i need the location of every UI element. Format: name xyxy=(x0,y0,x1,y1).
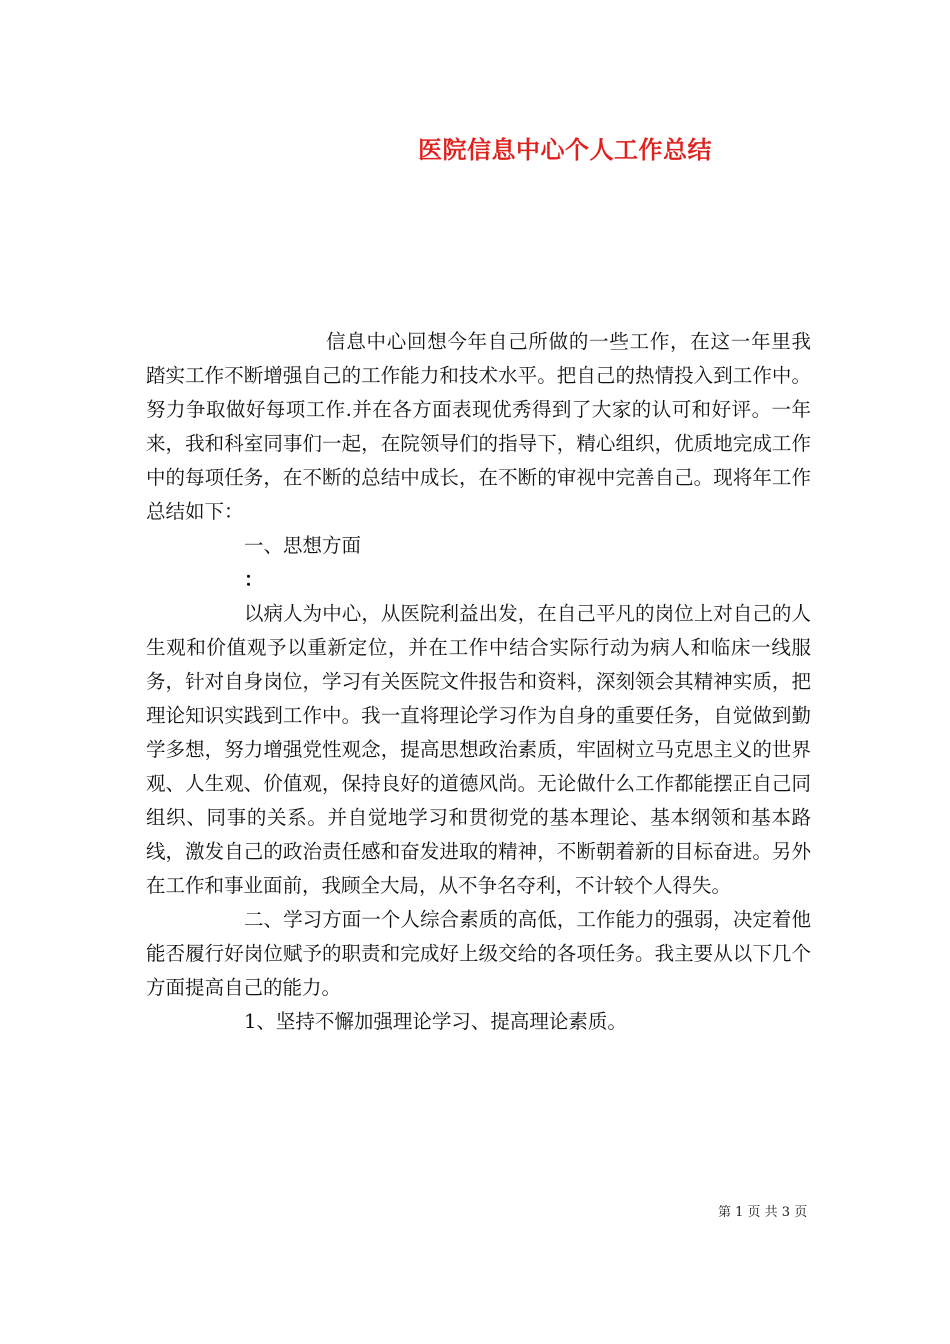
paragraph-thought: 以病人为中心，从医院利益出发，在自己平凡的岗位上对自己的人生观和价值观予以重新定位，并在工作中结合实际行动为病人和临床一线服务，针对自身岗位，学习有关医院文件报告和资料，深刻领会其精神实质，把理论知识实践到工作中。我一直将理论学习作为自身的重要任务，自觉做到勤学多想，努力增强党性观念，提高思想政治素质，牢固树立马克思主义的世界观、人生观、价值观，保持良好的道德风尚。无论做什么工作都能摆正自己同组织、同事的关系。并自觉地学习和贯彻党的基本理论、基本纲领和基本路线，激发自己的政治责任感和奋发进取的精神，不断朝着新的目标奋进。另外在工作和事业面前，我顾全大局，从不争名夺利，不计较个人得失。 xyxy=(146,602,811,897)
paragraph-item-1: 1、坚持不懈加强理论学习、提高理论素质。 xyxy=(244,1010,627,1033)
page-footer: 第 1 页 共 3 页 xyxy=(718,1205,808,1220)
paragraph-intro: 信息中心回想今年自己所做的一些工作，在这一年里我踏实工作不断增强自己的工作能力和技术水平。把自己的热情投入到工作中。努力争取做好每项工作.并在各方面表现优秀得到了大家的认可和好评。一年来，我和科室同事们一起，在院领导们的指导下，精心组织，优质地完成工作中的每项任务，在不断的总结中成长，在不断的审视中完善自己。现将年工作总结如下： xyxy=(146,330,811,523)
paragraph-study: 二、学习方面一个人综合素质的高低，工作能力的强弱，决定着他能否履行好岗位赋予的职责和完成好上级交给的各项任务。我主要从以下几个方面提高自己的能力。 xyxy=(146,908,811,999)
heading-thought: 一、思想方面 xyxy=(244,534,362,557)
document-body xyxy=(146,325,811,1039)
colon-line: ： xyxy=(244,568,264,591)
page-title xyxy=(0,134,950,166)
page-title-text: 医院信息中心个人工作总结 xyxy=(418,136,712,164)
